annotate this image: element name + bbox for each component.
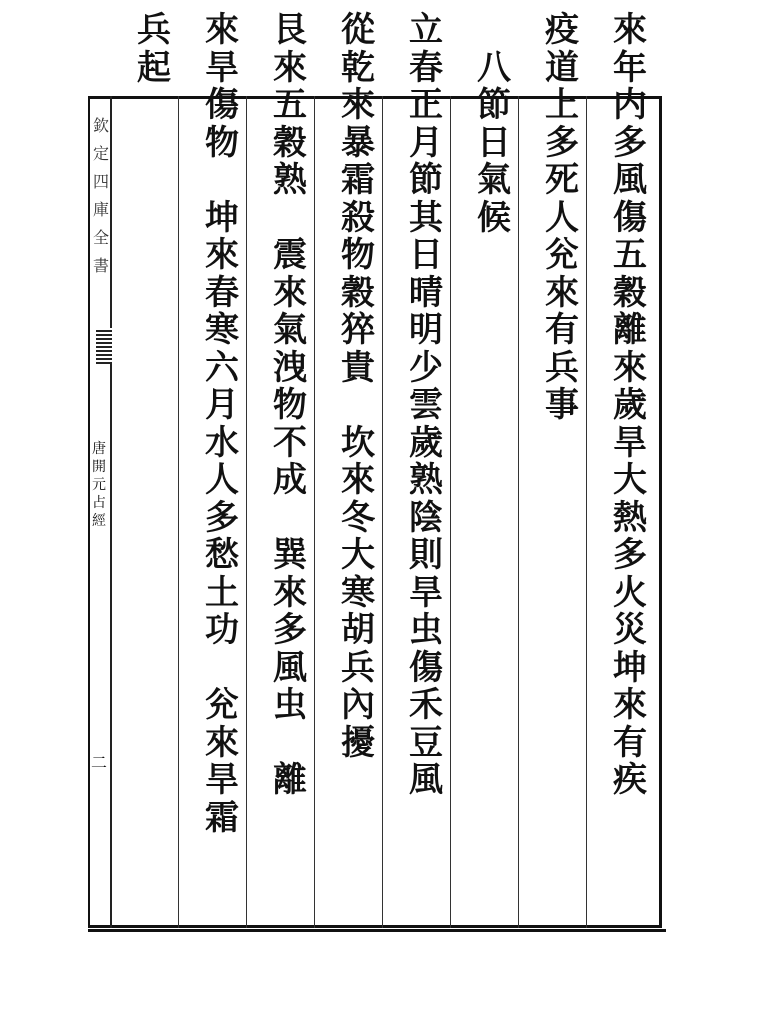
column-char: 日 [409, 235, 443, 275]
column-char: 内 [613, 85, 647, 125]
margin-char: 四 [92, 172, 109, 191]
column-char: 來 [205, 235, 239, 275]
margin-char: 欽 [92, 116, 109, 135]
text-column-1 [608, 12, 652, 800]
text-column-4 [404, 12, 448, 800]
column-char: 來 [341, 85, 375, 125]
column-char: 乾 [341, 47, 375, 88]
column-char: 節 [477, 85, 511, 125]
column-char: 多 [545, 122, 579, 163]
column-char: 從 [341, 10, 375, 50]
column-char: 成 [273, 460, 307, 500]
column-rule [518, 96, 519, 928]
margin-char: 開 [92, 459, 106, 475]
column-char: 候 [477, 197, 511, 238]
column-char: 禾 [409, 685, 443, 725]
column-char: 胡 [341, 610, 375, 650]
column-char: 虫 [273, 685, 307, 725]
column-char: 豆 [409, 722, 443, 763]
column-char: 暴 [341, 122, 375, 163]
column-char: 人 [545, 197, 579, 238]
column-char: 離 [273, 760, 307, 800]
column-char: 旱 [205, 47, 239, 88]
column-char: 兵 [545, 347, 579, 388]
column-char: 艮 [273, 10, 307, 50]
column-char: 來 [205, 10, 239, 50]
column-char: 來 [273, 47, 307, 88]
column-char: 風 [613, 160, 647, 200]
column-rule [246, 96, 247, 928]
column-char: 人 [205, 460, 239, 500]
column-char: 冬 [341, 497, 375, 538]
margin-char: 唐 [92, 441, 106, 457]
column-rule [178, 96, 179, 928]
column-char: 穀 [613, 272, 647, 313]
margin-collection-title [92, 112, 110, 280]
column-char: 坤 [205, 197, 239, 238]
column-char: 兵 [137, 10, 171, 50]
fish-tail-ornament [96, 328, 112, 364]
column-char: 月 [409, 122, 443, 163]
text-column-6 [268, 12, 312, 800]
column-char: 多 [613, 535, 647, 575]
column-char: 多 [613, 122, 647, 163]
column-char: 殺 [341, 197, 375, 238]
column-char: 雲 [409, 385, 443, 425]
column-char: 霜 [205, 797, 239, 838]
column-char: 八 [477, 47, 511, 88]
column-char: 春 [409, 47, 443, 88]
column-char: 坤 [613, 647, 647, 688]
column-char: 其 [409, 197, 443, 238]
column-rule [314, 96, 315, 928]
column-char: 擾 [341, 722, 375, 763]
text-column-7 [200, 12, 244, 837]
column-char: 來 [613, 685, 647, 725]
column-rule [382, 96, 383, 928]
column-char: 日 [477, 122, 511, 163]
column-rule [450, 96, 451, 928]
column-char: 大 [341, 535, 375, 575]
margin-char: 全 [92, 228, 109, 247]
column-char: 物 [341, 235, 375, 275]
column-char: 寒 [205, 310, 239, 350]
column-char: 道 [545, 47, 579, 88]
column-char: 坎 [341, 422, 375, 463]
column-char: 歲 [613, 385, 647, 425]
column-char: 立 [409, 10, 443, 50]
column-char: 春 [205, 272, 239, 313]
column-char: 火 [613, 572, 647, 613]
column-char: 貴 [341, 347, 375, 388]
column-char: 旱 [205, 760, 239, 800]
column-char: 兊 [205, 685, 239, 725]
column-char: 熟 [409, 460, 443, 500]
column-char: 來 [205, 722, 239, 763]
margin-char: 二 [90, 753, 107, 772]
column-char: 陰 [409, 497, 443, 538]
column-char: 年 [613, 47, 647, 88]
column-char: 節 [409, 160, 443, 200]
column-char: 風 [273, 647, 307, 688]
margin-char: 經 [92, 513, 106, 529]
column-char: 多 [205, 497, 239, 538]
bottom-rule [88, 929, 666, 932]
column-char: 少 [409, 347, 443, 388]
column-char: 穀 [273, 122, 307, 163]
column-char: 兊 [545, 235, 579, 275]
column-char: 疾 [613, 760, 647, 800]
column-char: 物 [273, 385, 307, 425]
column-char: 災 [613, 610, 647, 650]
column-char: 晴 [409, 272, 443, 313]
margin-char: 定 [92, 144, 109, 163]
column-char: 五 [273, 85, 307, 125]
margin-char: 元 [92, 477, 106, 493]
column-char: 猝 [341, 310, 375, 350]
column-rule [586, 96, 587, 928]
column-char: 虫 [409, 610, 443, 650]
text-column-8 [132, 12, 176, 87]
column-char: 來 [545, 272, 579, 313]
column-char: 洩 [273, 347, 307, 388]
column-char: 傷 [205, 85, 239, 125]
column-char: 上 [545, 85, 579, 125]
column-char: 旱 [613, 422, 647, 463]
margin-char: 占 [92, 495, 106, 511]
column-char: 大 [613, 460, 647, 500]
column-char: 愁 [205, 535, 239, 575]
column-char: 巽 [273, 535, 307, 575]
column-char: 旱 [409, 572, 443, 613]
column-char: 則 [409, 535, 443, 575]
column-char: 離 [613, 310, 647, 350]
column-char: 功 [205, 610, 239, 650]
margin-page-number [90, 752, 108, 774]
column-char: 多 [273, 610, 307, 650]
text-column-3 [472, 12, 516, 237]
column-char: 震 [273, 235, 307, 275]
column-char: 月 [205, 385, 239, 425]
column-char: 明 [409, 310, 443, 350]
column-char: 風 [409, 760, 443, 800]
column-char: 熱 [613, 497, 647, 538]
column-char: 穀 [341, 272, 375, 313]
column-char: 物 [205, 122, 239, 163]
column-char: 氣 [477, 160, 511, 200]
margin-rule [110, 96, 112, 928]
column-char: 來 [613, 347, 647, 388]
column-char: 土 [205, 572, 239, 613]
margin-book-title [90, 440, 108, 530]
column-char: 傷 [613, 197, 647, 238]
column-char: 事 [545, 385, 579, 425]
column-char: 不 [273, 422, 307, 463]
column-char: 霜 [341, 160, 375, 200]
column-char: 有 [613, 722, 647, 763]
column-char: 疫 [545, 10, 579, 50]
column-char: 來 [341, 460, 375, 500]
column-char: 熟 [273, 160, 307, 200]
column-char: 五 [613, 235, 647, 275]
column-char: 來 [613, 10, 647, 50]
column-char: 寒 [341, 572, 375, 613]
column-char: 來 [273, 272, 307, 313]
column-char: 歲 [409, 422, 443, 463]
column-char: 內 [341, 685, 375, 725]
column-char: 正 [409, 85, 443, 125]
column-char: 水 [205, 422, 239, 463]
column-char: 來 [273, 572, 307, 613]
margin-char: 庫 [92, 200, 109, 219]
text-column-2 [540, 12, 584, 425]
text-column-5 [336, 12, 380, 762]
column-char: 傷 [409, 647, 443, 688]
column-char: 有 [545, 310, 579, 350]
margin-char: 書 [92, 256, 109, 275]
column-char: 六 [205, 347, 239, 388]
column-char: 兵 [341, 647, 375, 688]
column-char: 氣 [273, 310, 307, 350]
column-char: 死 [545, 160, 579, 200]
column-char: 起 [137, 47, 171, 88]
